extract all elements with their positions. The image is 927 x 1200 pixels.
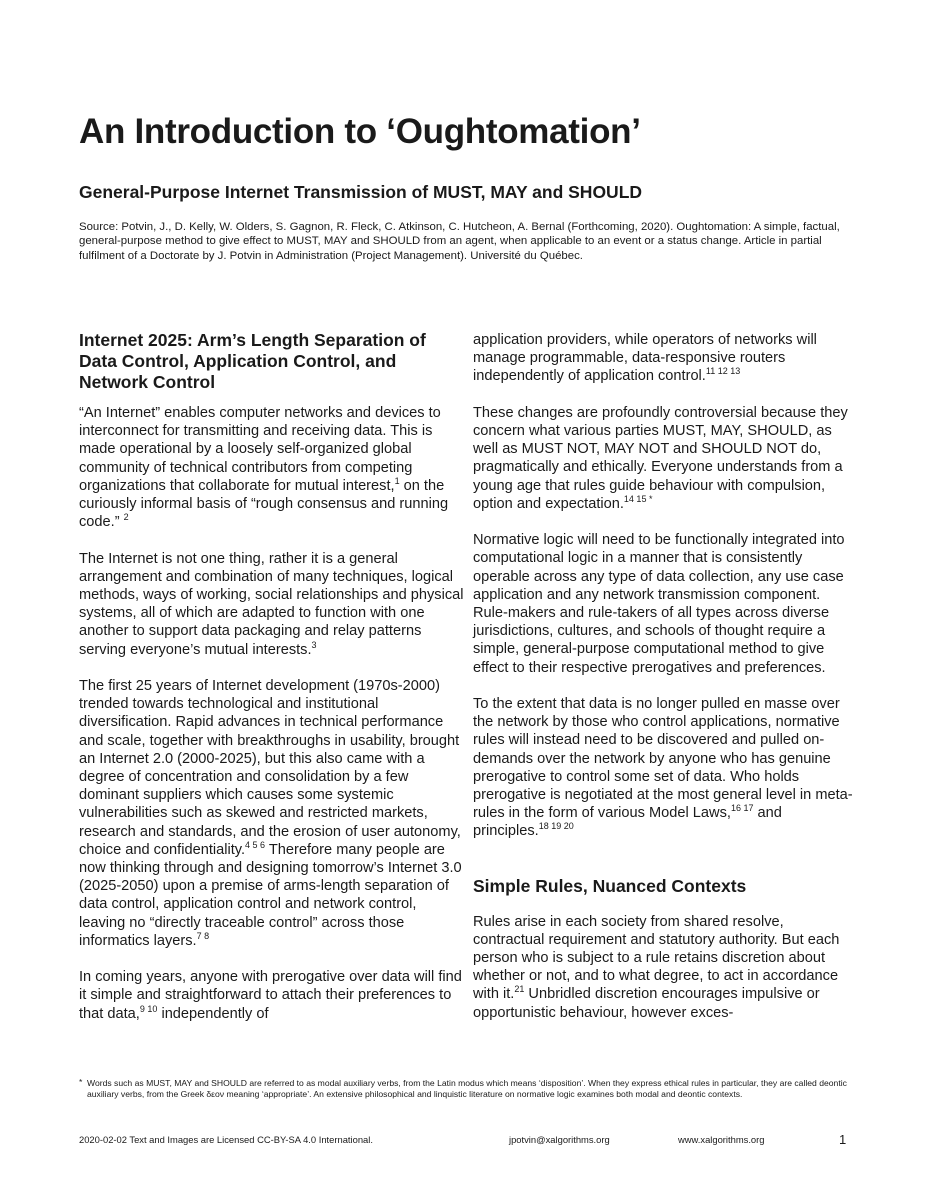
footnote-ref[interactable]: 7 8 [196, 931, 210, 941]
footnote-ref[interactable]: 9 10 [139, 1003, 158, 1014]
page-title: An Introduction to ‘Oughtomation’ [79, 112, 641, 151]
footer-email-link[interactable]: jpotvin@xalgorithms.org [509, 1134, 610, 1145]
footer-license: 2020-02-02 Text and Images are Licensed CC-BY-SA 4.0 International. [79, 1134, 373, 1145]
footnote-ref[interactable]: 11 12 13 [705, 366, 741, 377]
section-heading-internet-2025: Internet 2025: Arm’s Length Separation of Data Control, Application Control, and Network Control [79, 330, 426, 392]
footnote-mark: * [79, 1077, 83, 1087]
footnote-ref[interactable]: 4 5 6 [245, 839, 266, 850]
footnote-ref[interactable]: 2 [123, 512, 129, 523]
left-column [79, 330, 464, 1023]
paragraph: Rules arise in each society from shared resolve, contractual requirement and statutory authority. But each person who is subject to a rule retains discretion about whether or not, and to what degree, to act in accordance with it.$^{21}$ Unbridled discretion encourages impulsive or opportunistic behaviour, however exces- [473, 913, 840, 1021]
paragraph: The first 25 years of Internet development (1970s-2000) trended towards technological and institutional diversification. Rapid advances in technical performance and scale, together with breakthroughs in usability, brought an Internet 2.0 (2000-2025), but this also came with a degree of concentration and consolidation by a few dominant suppliers which causes some systemic vulnerabilities such as skewed and restricted markets, research and standards, and the erosion of user autonomy, choice and confidentiality.$^{4 5 6}$ Therefore many people are now thinking through and designing tomorrow’s Internet 3.0 (2025-2050) upon a premise of arms-length separation of data control, application control and network control, leaving no “directly traceable control” across those informatics layers.$^{7 8}$ [79, 678, 462, 949]
paragraph: In coming years, anyone with prerogative over data will find it simple and straightforward to attach their preferences to that data,$^{9 10}$ independently of [79, 969, 462, 1022]
footnote [79, 1078, 854, 1099]
right-column [473, 331, 858, 1022]
footnote-ref[interactable]: 14 15 * [623, 493, 653, 504]
page-number: 1 [839, 1132, 847, 1147]
paragraph: “An Internet” enables computer networks and devices to interconnect for transmitting and receiving data. This is made operational by a loosely self-organized global community of technical contributors from competing organizations that collaborate for mutual interest,$^1$ on the curiously informal basis of “rough consensus and running code.” $^2$ [79, 405, 449, 531]
footnote-ref[interactable]: 21 [514, 984, 525, 995]
page-subtitle: General-Purpose Internet Transmission of MUST, MAY and SHOULD [79, 182, 643, 202]
paragraph: application providers, while operators of networks will manage programmable, data-responsive routers independently of application control.$^{11 12 13}$ [473, 332, 817, 385]
paragraph: The Internet is not one thing, rather it is a general arrangement and combination of many techniques, logical methods, ways of working, social relationships and physical systems, all of which are adapted to function with one another to support data packaging and relay patterns serving everyone’s mutual interests.$^3$ [79, 550, 464, 658]
source-citation: Source: Potvin, J., D. Kelly, W. Olders, S. Gagnon, R. Fleck, C. Atkinson, C. Hutcheon, A. Bernal (Forthcoming, 2020). Oughtomation: A simple, factual, general-purpose method to give effect to MUST, MAY and SHOULD from an agent, when applicable to an event or a status change. Article in partial fulfilment of a Doctorate by J. Potvin in Administration (Project Management). Université du Québec. [79, 221, 840, 262]
footnote-ref[interactable]: 18 19 20 [538, 821, 574, 832]
footnote-ref[interactable]: 3 [311, 639, 317, 650]
paragraph: Normative logic will need to be functionally integrated into computational logic in a manner that is consistently operable across any type of data collection, any use case application and any network transmission component. Rule-makers and rule-takers of all types across diverse jurisdictions, cultures, and schools of thought require a simple, general-purpose computational method to give effect to their respective prerogatives and preferences. [473, 532, 845, 676]
section-heading-simple-rules: Simple Rules, Nuanced Contexts [473, 875, 747, 896]
footnote-ref[interactable]: 1 [394, 475, 400, 486]
footnote-text: Words such as MUST, MAY and SHOULD are referred to as modal auxiliary verbs, from the Latin modus which means ‘disposition’. When they express ethical rules in particular, they are called deontic auxiliary verbs, from the Greek δεον meaning ‘appropriate’. An extensive philosophical and linquistic literature on normative logic examines both modal and deontic contexts. [87, 1078, 847, 1099]
paragraph: These changes are profoundly controversial because they concern what various parties MUST, MAY, SHOULD, as well as MUST NOT, MAY NOT and SHOULD NOT do, pragmatically and ethically. Everyone understands from a young age that rules guide behaviour with compulsion, option and expectation.$^{14 15 *}$ [473, 404, 848, 512]
paragraph: To the extent that data is no longer pulled en masse over the network by those who control applications, normative rules will instead need to be discovered and pulled on-demands over the network by anyone who has genuine prerogative to control some set of data. Who holds prerogative is negotiated at the most general level in meta-rules in the form of various Model Laws,$^{16 17}$ and principles.$^{18 19 20}$ [473, 696, 853, 840]
footnote-ref[interactable]: 16 17 [730, 803, 754, 814]
footer-website-link[interactable]: www.xalgorithms.org [678, 1134, 765, 1145]
